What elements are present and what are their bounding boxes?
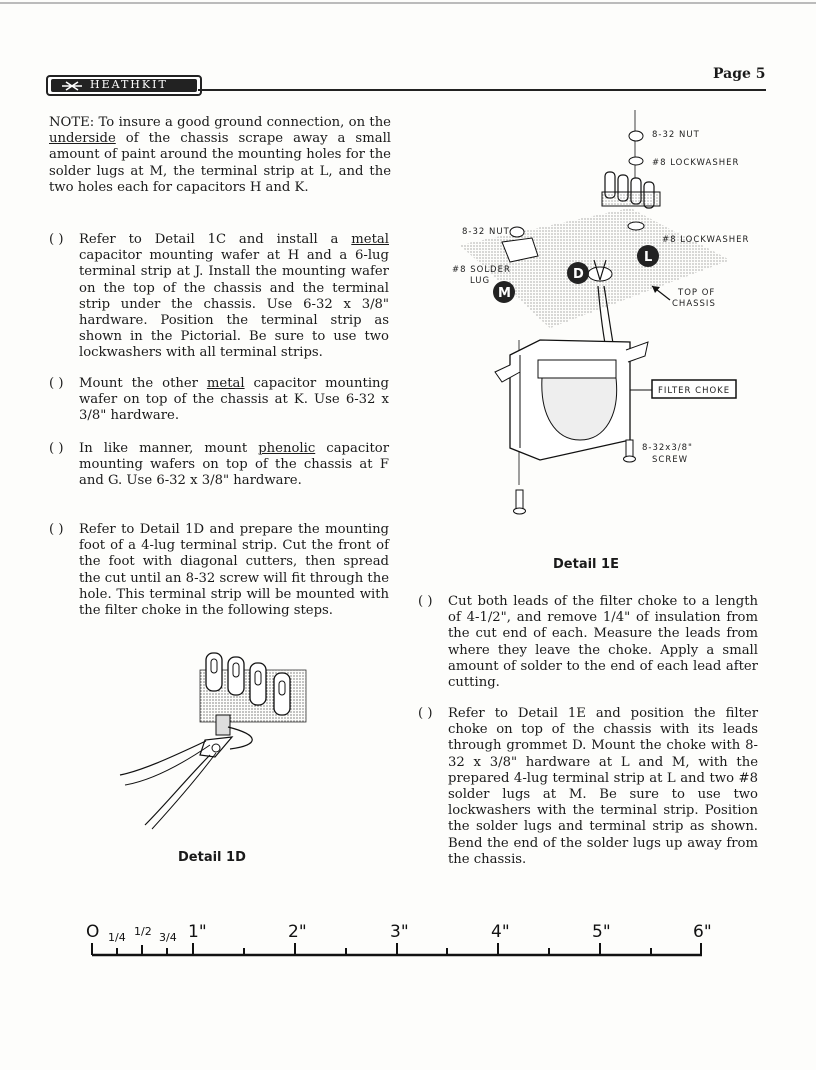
logo-emblem-icon <box>60 80 84 92</box>
page-number: Page 5 <box>713 66 766 82</box>
step-cut-leads: ( ) Cut both leads of the filter choke to a length of 4-1/2", and remove 1/4" of insulation from the cut end of each. Measure the leads from where they leave the choke. Apply a small amount of solder to the end of each lead after cutting. <box>418 594 758 691</box>
checkbox-step-4[interactable]: ( ) <box>49 522 64 537</box>
label-nut-left: 8-32 NUT <box>462 227 510 237</box>
label-m: M <box>498 286 511 301</box>
step-phenolic-wafers: ( ) In like manner, mount phenolic capacitor mounting wafers on top of the chassis at F and G. Use 6-32 x 3/8" hardware. <box>49 441 390 489</box>
heathkit-logo <box>46 75 202 96</box>
note-paragraph: NOTE: To insure a good ground connection, on the underside of the chassis scrape away a small amount of paint around the mounting holes for the solder lugs at M, the terminal strip at L, and the two holes each for capacitors H and K. <box>49 115 391 195</box>
label-lockwasher-right: #8 LOCKWASHER <box>662 235 750 245</box>
header-rule <box>198 89 766 91</box>
label-screw: SCREW <box>652 455 689 465</box>
label-lockwasher-top: #8 LOCKWASHER <box>652 158 740 168</box>
ruler-1in: 1" <box>188 922 207 942</box>
step-prepare-terminal-strip: ( ) Refer to Detail 1D and prepare the mounting foot of a 4-lug terminal strip. Cut the front of the foot with diagonal cutters, then spread the cut until an 8-32 screw will fit through the hole. This terminal strip will be mounted with the filter choke in the following steps. <box>49 522 389 619</box>
ruler-half: 1/2 <box>134 925 152 938</box>
label-screw-size: 8-32x3/8" <box>642 443 693 453</box>
checkbox-step-5[interactable]: ( ) <box>418 594 433 609</box>
logo-text: HEATHKIT <box>90 78 168 91</box>
ruler-2in: 2" <box>288 922 307 942</box>
label-solder-lug-1: #8 SOLDER <box>452 265 511 275</box>
ruler-3in: 3" <box>390 922 409 942</box>
label-solder-lug-2: LUG <box>470 276 491 286</box>
ruler-zero: O <box>86 922 100 942</box>
detail-1d-illustration <box>110 645 330 835</box>
label-top-of: TOP OF <box>678 288 716 298</box>
detail-1e-illustration <box>440 110 760 520</box>
step-install-wafer-h: ( ) Refer to Detail 1C and install a metal capacitor mounting wafer at H and a 6-lug terminal strip at J. Install the mounting wafer on the top of the chassis and the terminal strip under the chassis. Use 6-32 x 3/8" hardware. Position the terminal strip as shown in the Pictorial. Be sure to use two lockwashers with all terminal strips. <box>49 232 389 361</box>
ruler-5in: 5" <box>592 922 611 942</box>
ruler-4in: 4" <box>491 922 510 942</box>
ruler-three-quarter: 3/4 <box>159 931 177 944</box>
step-mount-wafer-k: ( ) Mount the other metal capacitor mounting wafer on top of the chassis at K. Use 6-32 x 3/8" hardware. <box>49 376 389 424</box>
label-nut-top: 8-32 NUT <box>652 130 700 140</box>
ruler-quarter: 1/4 <box>108 931 126 944</box>
checkbox-step-2[interactable]: ( ) <box>49 376 64 391</box>
inch-ruler <box>80 915 720 960</box>
checkbox-step-1[interactable]: ( ) <box>49 232 64 247</box>
step-position-choke: ( ) Refer to Detail 1E and position the filter choke on top of the chassis with its leads through grommet D. Mount the choke with 8-32 x 3/8" hardware at L and M, with the prepared 4-lug terminal strip at L and two #8 solder lugs at M. Be sure to use two lockwashers with the terminal strip. Position the solder lugs and terminal strip as shown. Bend the end of the solder lugs up away from the chassis. <box>418 706 758 867</box>
checkbox-step-3[interactable]: ( ) <box>49 441 64 456</box>
label-d: D <box>573 267 584 282</box>
checkbox-step-6[interactable]: ( ) <box>418 706 433 721</box>
label-chassis: CHASSIS <box>672 299 716 309</box>
detail-1d-caption: Detail 1D <box>178 850 246 865</box>
label-filter-choke: FILTER CHOKE <box>658 386 731 396</box>
detail-1e-caption: Detail 1E <box>553 557 619 572</box>
top-edge-line <box>0 2 816 4</box>
label-l: L <box>644 250 653 265</box>
ruler-6in: 6" <box>693 922 712 942</box>
